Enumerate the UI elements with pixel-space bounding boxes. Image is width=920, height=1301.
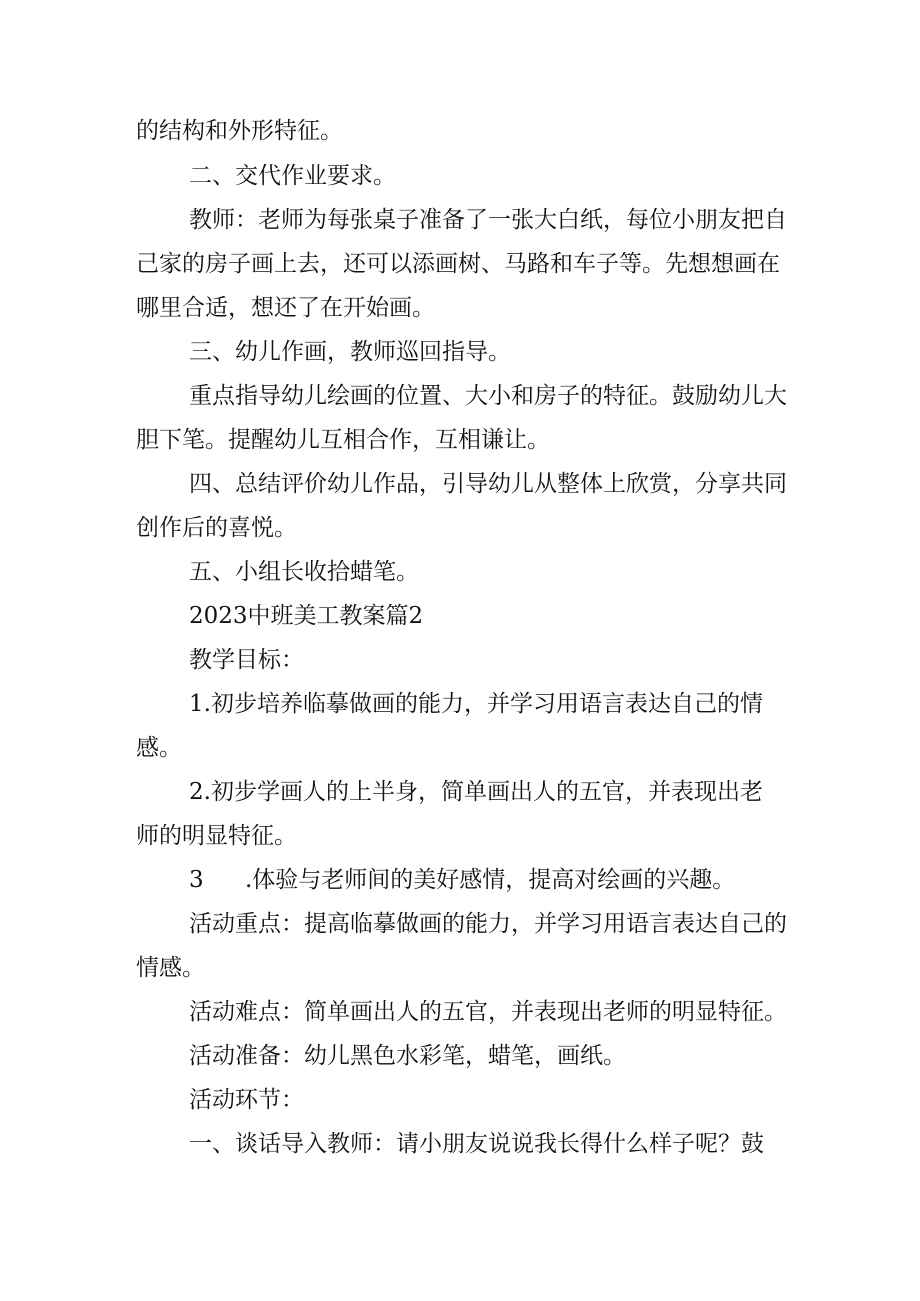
text-line: 哪里合适，想还了在开始画。	[136, 295, 435, 321]
text-line: 胆下笔。提醒幼儿互相合作，互相谦让。	[136, 427, 550, 453]
text-line: 活动重点：提高临摹做画的能力，并学习用语言表达自己的	[189, 911, 787, 937]
text-line: 一、谈话导入教师：请小朋友说说我长得什么样子呢？鼓	[189, 1131, 764, 1157]
objective-item: 2.初步学画人的上半身，简单画出人的五官，并表现出老	[189, 779, 763, 805]
text-line: 情感。	[136, 955, 205, 981]
section-heading: 二、交代作业要求。	[189, 163, 396, 189]
text-line: 重点指导幼儿绘画的位置、大小和房子的特征。鼓励幼儿大	[189, 383, 787, 409]
text-line: 感。	[136, 735, 182, 761]
objective-text: .体验与老师间的美好感情，提高对绘画的兴趣。	[245, 867, 736, 893]
text-line: 活动难点：简单画出人的五官，并表现出老师的明显特征。	[189, 999, 787, 1025]
objective-item: 1.初步培养临摹做画的能力，并学习用语言表达自己的情	[189, 691, 763, 717]
objective-number: 3	[189, 867, 204, 893]
section-heading: 四、总结评价幼儿作品，引导幼儿从整体上欣赏，分享共同	[189, 471, 787, 497]
section-heading: 五、小组长收拾蜡笔。	[189, 559, 419, 585]
section-heading: 三、幼儿作画，教师巡回指导。	[189, 339, 511, 365]
subheading: 活动环节：	[189, 1087, 304, 1113]
text-line: 师的明显特征。	[136, 823, 297, 849]
text-line: 活动准备：幼儿黑色水彩笔，蜡笔，画纸。	[189, 1043, 626, 1069]
text-line: 教师：老师为每张桌子准备了一张大白纸，每位小朋友把自	[189, 207, 787, 233]
objective-item	[189, 865, 735, 895]
text-line: 的结构和外形特征。	[136, 118, 343, 144]
text-line: 己家的房子画上去，还可以添画树、马路和车子等。先想想画在	[136, 251, 780, 277]
subheading: 教学目标：	[189, 647, 304, 673]
lesson-title: 2023中班美工教案篇2	[189, 603, 424, 629]
text-line: 创作后的喜悦。	[136, 515, 297, 541]
